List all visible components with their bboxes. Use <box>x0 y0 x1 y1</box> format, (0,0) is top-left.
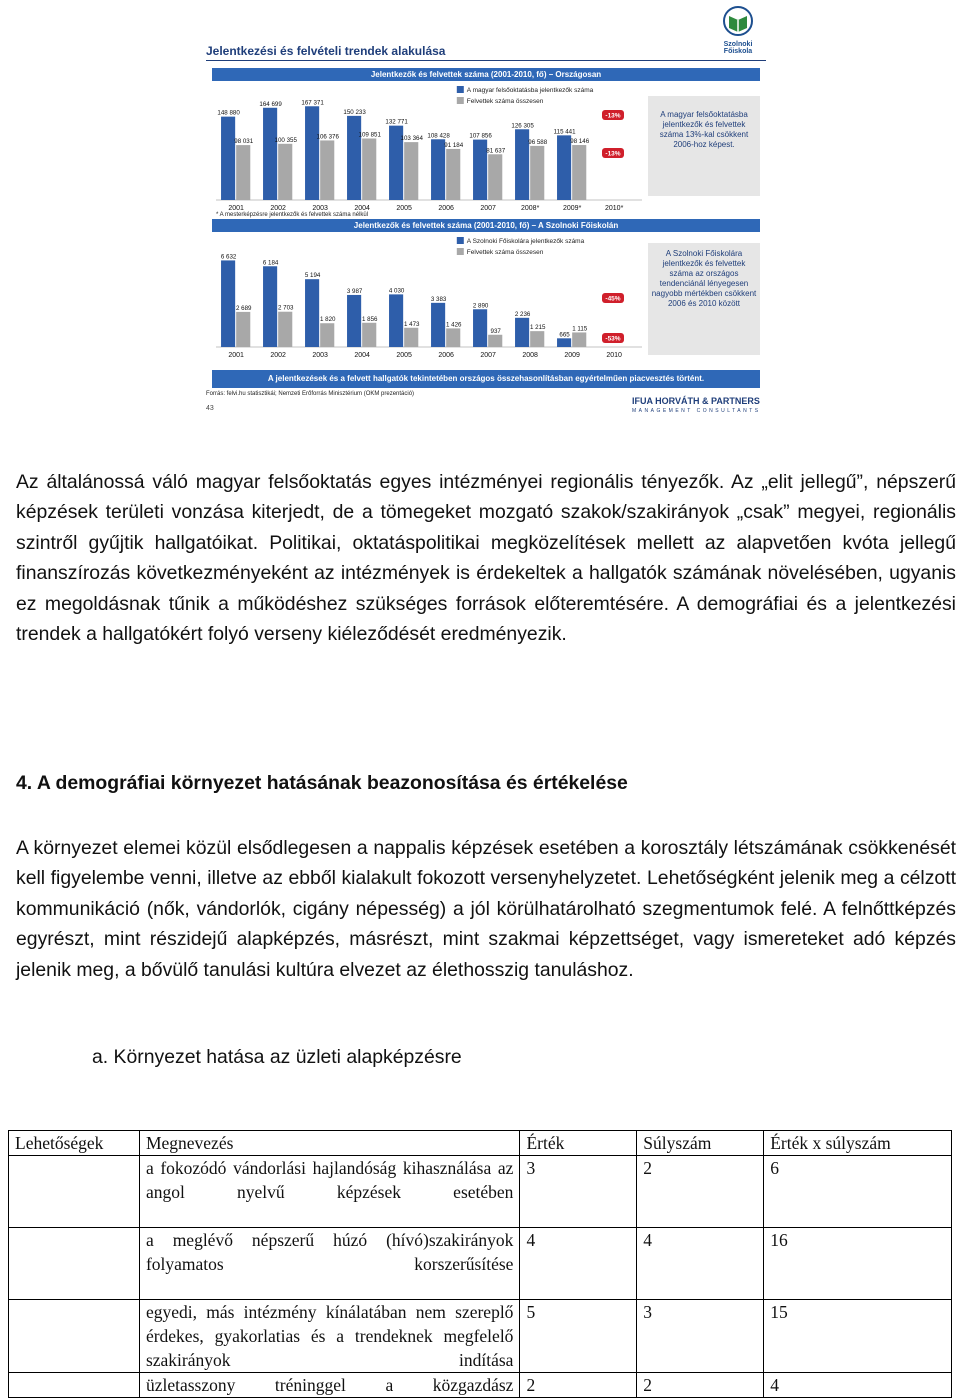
category-label: 2001 <box>228 352 244 359</box>
bar-value-label: 148 880 <box>217 109 240 117</box>
table-cell-empty <box>9 1228 140 1300</box>
chart1-note: A magyar felsőoktatásba jelentkezők és felvettek száma 13%-kal csökkent 2006-hoz képest. <box>648 96 760 196</box>
applicants-bar <box>263 266 277 347</box>
category-label: 2010 <box>606 352 622 359</box>
table-cell-value: 4 <box>520 1228 637 1300</box>
header-name: Megnevezés <box>139 1131 520 1156</box>
category-label: 2007 <box>480 205 496 212</box>
admitted-bar <box>572 332 586 347</box>
legend-swatch <box>457 248 464 255</box>
chart1-heading: Jelentkezők és felvettek száma (2001-2010, fő) – Országosan <box>212 68 760 81</box>
bar-value-label: 103 364 <box>400 135 423 143</box>
slide-page-number: 43 <box>206 405 214 412</box>
bar-value-label: 1 820 <box>319 316 336 324</box>
admitted-bar <box>278 144 292 200</box>
table-cell-desc: üzletasszony tréninggel a közgazdász <box>139 1373 520 1398</box>
bar-value-label: 106 376 <box>316 133 339 141</box>
table-cell-product: 16 <box>764 1228 952 1300</box>
bar-value-label: 109 851 <box>358 131 381 139</box>
applicants-bar <box>221 117 235 200</box>
applicants-bar <box>473 140 487 200</box>
table-cell-empty <box>9 1156 140 1228</box>
applicants-bar <box>347 295 361 347</box>
table-cell-weight: 2 <box>637 1373 764 1398</box>
bar-value-label: 1 426 <box>445 321 462 329</box>
applicants-bar <box>515 129 529 200</box>
table-cell-desc: a meglévő népszerű húzó (hívó)szakirányok folyamatos korszerűsítése <box>139 1228 520 1300</box>
bar-value-label: 100 355 <box>274 136 297 144</box>
chart2-heading: Jelentkezők és felvettek száma (2001-2010, fő) – A Szolnoki Főiskolán <box>212 219 760 232</box>
category-label: 2002 <box>270 205 286 212</box>
category-label: 2003 <box>312 352 328 359</box>
admitted-bar <box>446 328 460 347</box>
applicants-bar <box>389 294 403 347</box>
bar-value-label: 1 215 <box>529 324 546 332</box>
bar-value-label: 2 890 <box>472 302 489 310</box>
change-badge-label: -13% <box>605 112 621 120</box>
category-label: 2006 <box>438 205 454 212</box>
paragraph-environment: A környezet elemei közül elsődlegesen a nappalis képzések esetében a korosztály létszámának csökkenését kell figyelembe venni, illetve az ebből kialakult fokozott versenyhelyzetet. Lehetőségként jelenik meg a célzott kommunikáció (nők, vándorlók, cigány népesség) a jól körülhatárolható szegmentumok felé. A felnőttképzés egyrészt, mint részidejű alapképzés, másrészt, mint szakmai képzettséget, vagy ismereteket adó képzés jelenik meg, a bővülő tanulási kultúra elvezet az élethosszig tanuláshoz. <box>16 837 956 981</box>
admitted-bar <box>236 145 250 200</box>
table-cell-weight: 2 <box>637 1156 764 1228</box>
category-label: 2009* <box>563 205 582 212</box>
category-label: 2010* <box>605 205 624 212</box>
applicants-bar <box>305 106 319 200</box>
category-label: 2007 <box>480 352 496 359</box>
bar-value-label: 937 <box>490 327 501 335</box>
category-label: 2008* <box>521 205 540 212</box>
applicants-bar <box>221 260 235 347</box>
consultant-brand-sub: MANAGEMENT CONSULTANTS <box>632 408 761 414</box>
admitted-bar <box>362 138 376 200</box>
admitted-bar <box>404 328 418 347</box>
applicants-bar <box>431 139 445 200</box>
table-row <box>9 1300 952 1373</box>
table-cell-desc: a fokozódó vándorlási hajlandóság kihasználása az angol nyelvű képzések esetében <box>139 1156 520 1228</box>
legend-label: Felvettek száma összesen <box>466 98 544 105</box>
admitted-bar <box>236 312 250 347</box>
table-cell-empty <box>9 1300 140 1373</box>
admitted-bar <box>572 145 586 200</box>
admitted-bar <box>320 140 334 200</box>
bar-value-label: 4 030 <box>388 287 405 295</box>
slide-figure <box>200 0 770 420</box>
legend-swatch <box>457 97 464 104</box>
admitted-bar <box>362 323 376 347</box>
bar-value-label: 150 233 <box>343 108 366 116</box>
header-weight: Súlyszám <box>637 1131 764 1156</box>
title-rule <box>206 60 766 61</box>
legend-swatch <box>457 237 464 244</box>
admitted-bar <box>404 142 418 200</box>
admitted-bar <box>530 331 544 347</box>
table-cell-product: 15 <box>764 1300 952 1373</box>
applicants-bar <box>263 108 277 200</box>
bar-value-label: 107 856 <box>469 132 492 140</box>
admitted-bar <box>320 323 334 347</box>
applicants-bar <box>557 338 571 347</box>
school-logo <box>710 6 766 55</box>
table-cell-value: 2 <box>520 1373 637 1398</box>
bar-value-label: 126 305 <box>511 122 534 130</box>
category-label: 2004 <box>354 205 370 212</box>
admitted-bar <box>488 154 502 200</box>
section-heading: 4. A demográfiai környezet hatásának beazonosítása és értékelése <box>16 772 628 794</box>
bar-value-label: 3 987 <box>346 287 363 295</box>
bar-value-label: 81 637 <box>486 147 506 155</box>
bar-value-label: 164 699 <box>259 100 282 108</box>
logo-text: Szolnoki Főiskola <box>723 41 753 55</box>
change-badge-label: -13% <box>605 150 621 158</box>
admitted-bar <box>446 149 460 200</box>
category-label: 2003 <box>312 205 328 212</box>
admitted-bar <box>278 312 292 347</box>
bar-value-label: 1 473 <box>403 320 420 328</box>
bar-value-label: 2 236 <box>514 310 531 318</box>
bar-value-label: 132 771 <box>385 118 408 126</box>
bar-value-label: 98 031 <box>234 138 254 146</box>
admitted-bar <box>488 335 502 347</box>
table-cell-value: 3 <box>520 1156 637 1228</box>
category-label: 2008 <box>522 352 538 359</box>
chart2-svg <box>206 233 646 365</box>
bar-value-label: 115 441 <box>553 128 576 136</box>
legend-label: A Szolnoki Főiskolára jelentkezők száma <box>466 238 585 245</box>
bar-value-label: 1 115 <box>572 325 588 333</box>
header-product: Érték x súlyszám <box>764 1131 952 1156</box>
applicants-bar <box>473 309 487 347</box>
book-logo-icon <box>721 6 755 36</box>
applicants-bar <box>515 318 529 347</box>
table-cell-desc: egyedi, más intézmény kínálatában nem szereplő érdekes, gyakorlatias és a trendeknek megfelelő szakirányok indítása <box>139 1300 520 1373</box>
bar-value-label: 2 703 <box>277 304 294 312</box>
opportunities-table <box>8 1130 952 1398</box>
table-cell-weight: 4 <box>637 1228 764 1300</box>
bar-value-label: 96 588 <box>528 138 548 146</box>
admitted-bar <box>530 146 544 200</box>
chart1-svg <box>206 82 646 218</box>
bar-value-label: 3 383 <box>430 295 447 303</box>
bar-value-label: 6 632 <box>220 253 237 261</box>
consultant-brand: IFUA HORVÁTH & PARTNERS <box>632 396 760 406</box>
table-row <box>9 1156 952 1228</box>
paragraph-intro: Az általánossá váló magyar felsőoktatás egyes intézményei regionális tényezők. Az „elit jellegű”, népszerű képzések területi vonzása kiterjedt, de a tömegeket mozgató szakok/szakirányok „csak” megyei, regionális szintről gyűjtik hallgatóikat. Politikai, oktatáspolitikai megközelítések mellett az alapvetően kvóta jellegű finanszírozás következményeként az intézmények is érdekeltek a hallgatók számának növelésében, ugyanis ez megoldásnak tűnik a működéshez szükséges források előteremtésére. A demográfiai és a jelentkezési trendek a hallgatókért folyó verseny kiéleződését eredményezik. <box>16 471 956 646</box>
applicants-bar <box>347 116 361 200</box>
subsection-heading: a. Környezet hatása az üzleti alapképzésre <box>92 1046 462 1068</box>
applicants-bar <box>557 135 571 200</box>
table-header-row <box>9 1131 952 1156</box>
category-label: 2009 <box>564 352 580 359</box>
change-badge-label: -45% <box>605 295 621 303</box>
header-opportunities: Lehetőségek <box>9 1131 140 1156</box>
header-value: Érték <box>520 1131 637 1156</box>
change-badge-label: -53% <box>605 335 621 343</box>
slide-title: Jelentkezési és felvételi trendek alakulása <box>206 44 446 58</box>
table-cell-value: 5 <box>520 1300 637 1373</box>
bar-value-label: 167 371 <box>301 99 324 107</box>
category-label: 2006 <box>438 352 454 359</box>
table-cell-product: 4 <box>764 1373 952 1398</box>
bar-value-label: 1 856 <box>361 315 378 323</box>
bar-value-label: 108 428 <box>427 132 450 140</box>
category-label: 2004 <box>354 352 370 359</box>
category-label: 2005 <box>396 205 412 212</box>
source-note: Forrás: felvi.hu statisztikái; Nemzeti Erőforrás Minisztérium (OKM prezentáció) <box>206 391 415 397</box>
legend-label: Felvettek száma összesen <box>466 249 544 256</box>
legend-swatch <box>457 86 464 93</box>
bar-value-label: 6 184 <box>262 259 279 267</box>
table-cell-empty <box>9 1373 140 1398</box>
applicants-bar <box>305 279 319 347</box>
table-row <box>9 1373 952 1398</box>
table-row <box>9 1228 952 1300</box>
bar-value-label: 91 184 <box>444 141 464 149</box>
bar-value-label: 2 689 <box>235 304 252 312</box>
bar-value-label: 5 194 <box>304 272 321 280</box>
legend-label: A magyar felsőoktatásba jelentkezők száma <box>466 87 594 94</box>
table-cell-product: 6 <box>764 1156 952 1228</box>
category-label: 2005 <box>396 352 412 359</box>
chart2-note: A Szolnoki Főiskolára jelentkezők és felvettek száma az országos tendenciánál lényegesen nagyobb mértékben csökkent 2006 és 2010 között <box>648 243 760 355</box>
bar-value-label: 665 <box>559 331 570 339</box>
table-cell-weight: 3 <box>637 1300 764 1373</box>
chart1-footnote: * A mesterképzésre jelentkezők és felvettek száma nélkül <box>216 212 369 218</box>
conclusion-banner: A jelentkezések és a felvett hallgatók tekintetében országos összehasonlításban egyértelműen piacvesztés történt. <box>212 370 760 388</box>
category-label: 2001 <box>228 205 244 212</box>
applicants-bar <box>431 303 445 347</box>
category-label: 2002 <box>270 352 286 359</box>
bar-value-label: 98 146 <box>570 138 590 146</box>
